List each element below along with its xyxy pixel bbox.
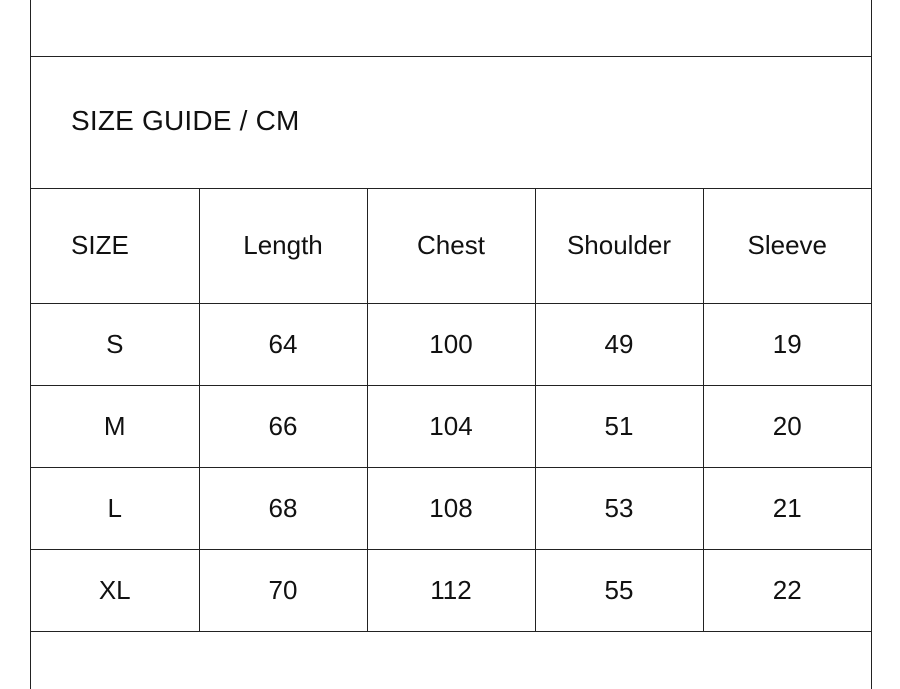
cell-shoulder: 53	[535, 468, 703, 550]
cell-sleeve: 22	[703, 550, 871, 632]
cell-length: 64	[199, 304, 367, 386]
cell-chest: 108	[367, 468, 535, 550]
cell-shoulder: 51	[535, 386, 703, 468]
table-row	[31, 304, 871, 386]
cell-chest: 104	[367, 386, 535, 468]
cell-shoulder: 55	[535, 550, 703, 632]
cell-sleeve: 21	[703, 468, 871, 550]
header-sleeve: Sleeve	[703, 188, 871, 304]
cell-shoulder: 49	[535, 304, 703, 386]
header-chest: Chest	[367, 188, 535, 304]
size-guide-title: SIZE GUIDE / CM	[71, 105, 300, 136]
size-guide-frame	[30, 0, 872, 689]
cell-length: 70	[199, 550, 367, 632]
title-band	[31, 57, 871, 189]
table-row	[31, 550, 871, 632]
cell-length: 68	[199, 468, 367, 550]
cell-size: M	[31, 386, 199, 468]
size-table	[31, 188, 871, 632]
header-shoulder: Shoulder	[535, 188, 703, 304]
table-row	[31, 386, 871, 468]
cell-size: S	[31, 304, 199, 386]
header-row	[31, 188, 871, 304]
cell-chest: 112	[367, 550, 535, 632]
cell-size: XL	[31, 550, 199, 632]
top-spacer-band	[31, 0, 871, 57]
cell-size: L	[31, 468, 199, 550]
cell-sleeve: 20	[703, 386, 871, 468]
cell-length: 66	[199, 386, 367, 468]
header-length: Length	[199, 188, 367, 304]
table-row	[31, 468, 871, 550]
cell-chest: 100	[367, 304, 535, 386]
header-size: SIZE	[31, 188, 199, 304]
cell-sleeve: 19	[703, 304, 871, 386]
